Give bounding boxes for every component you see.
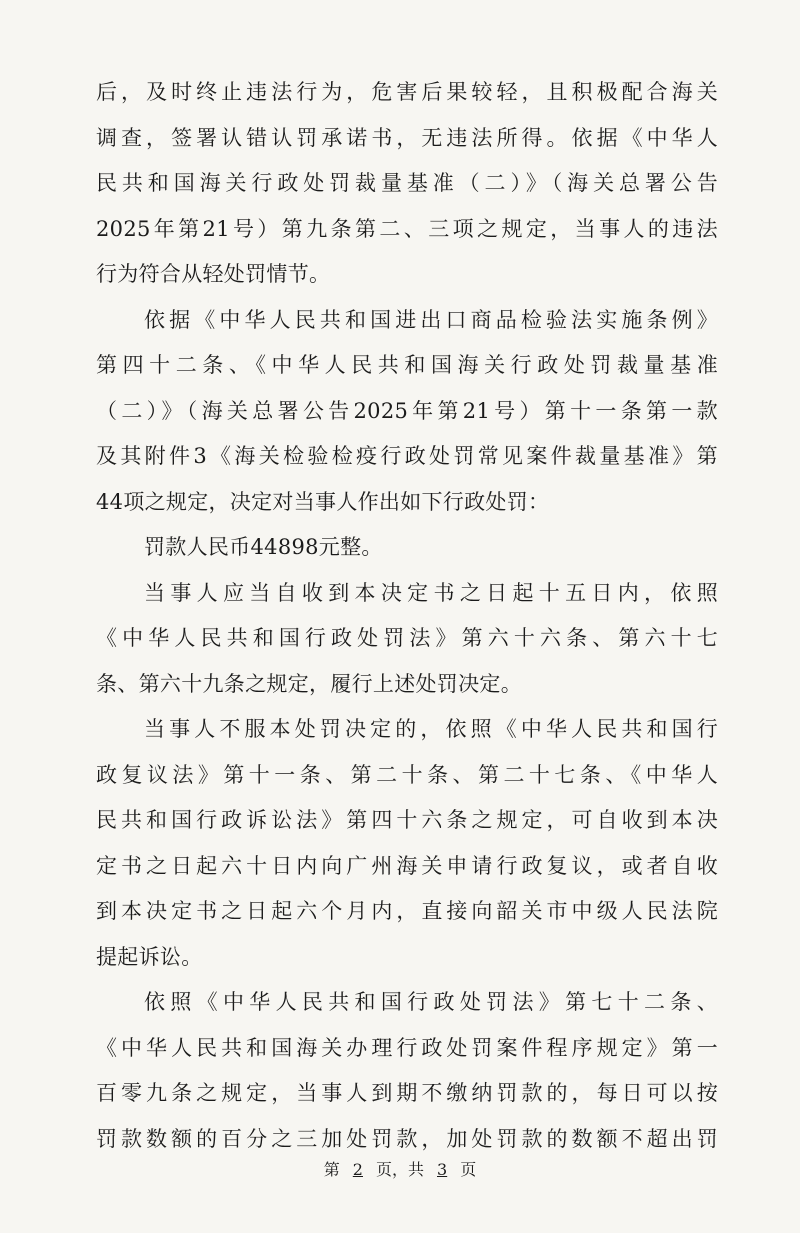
footer-prefix: 第	[323, 1160, 340, 1179]
text-line: 定书之日起六十日内向广州海关申请行政复议，或者自收	[96, 853, 718, 878]
text-line: 2025年第21号）第九条第二、三项之规定，当事人的违法	[96, 216, 718, 241]
total-pages-number: 3	[437, 1160, 448, 1179]
text-line: 当事人应当自收到本决定书之日起十五日内，依照	[144, 580, 718, 605]
text-line: 《中华人民共和国行政处罚法》第六十六条、第六十七	[96, 626, 718, 650]
current-page-number: 2	[352, 1160, 363, 1179]
text-line: 罚款数额的百分之三加处罚款，加处罚款的数额不超出罚	[96, 1126, 718, 1151]
text-line: 第四十二条、《中华人民共和国海关行政处罚裁量基准	[96, 353, 718, 377]
text-line: 及其附件3《海关检验检疫行政处罚常见案件裁量基准》第	[96, 444, 718, 468]
text-line: 依照《中华人民共和国行政处罚法》第七十二条、	[144, 990, 718, 1014]
text-line: 条、第六十九条之规定，履行上述处罚决定。	[96, 671, 522, 696]
document-body	[96, 70, 718, 1162]
text-line: 《中华人民共和国海关办理行政处罚案件程序规定》第一	[96, 1035, 718, 1060]
text-line: 依据《中华人民共和国进出口商品检验法实施条例》	[144, 307, 718, 332]
text-line: 当事人不服本处罚决定的，依照《中华人民共和国行	[144, 717, 718, 741]
text-line: 百零九条之规定，当事人到期不缴纳罚款的，每日可以按	[96, 1081, 718, 1105]
footer-suffix: 页	[460, 1160, 477, 1179]
text-line: 行为符合从轻处罚情节。	[96, 262, 331, 286]
text-line: 罚款人民币44898元整。	[144, 535, 383, 559]
footer-middle: 页，共	[375, 1160, 424, 1179]
text-line: 到本决定书之日起六个月内，直接向韶关市中级人民法院	[96, 899, 718, 923]
text-line: 民共和国海关行政处罚裁量基准（二）》（海关总署公告	[96, 171, 718, 195]
text-line: 民共和国行政诉讼法》第四十六条之规定，可自收到本决	[96, 808, 718, 832]
text-line: 后，及时终止违法行为，危害后果较轻，且积极配合海关	[96, 80, 718, 104]
text-line: （二）》（海关总署公告2025年第21号）第十一条第一款	[96, 398, 718, 423]
text-line: 政复议法》第十一条、第二十条、第二十七条、《中华人	[96, 762, 718, 787]
page-footer	[0, 1157, 800, 1180]
text-line: 提起诉讼。	[96, 944, 203, 969]
text-line: 调查，签署认错认罚承诺书，无违法所得。依据《中华人	[96, 125, 718, 150]
text-line: 44项之规定，决定对当事人作出如下行政处罚：	[96, 489, 550, 514]
